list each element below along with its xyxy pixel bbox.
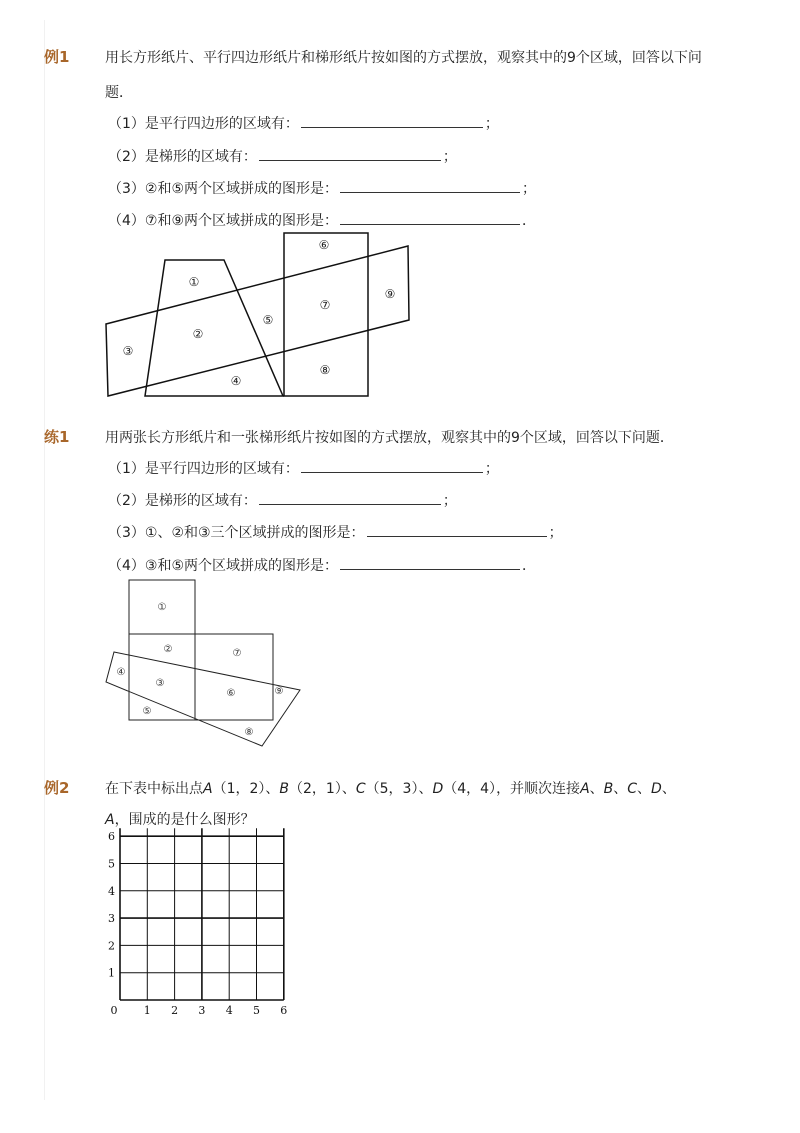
region-label-1: ① <box>188 275 200 289</box>
question-end: ； <box>548 525 563 541</box>
stem-text: ，围成的是什么图形？ <box>114 812 255 828</box>
connect-D: D <box>651 781 662 797</box>
region-label-8: ⑧ <box>244 727 254 738</box>
question-end: ； <box>442 149 457 165</box>
stem-text: ，并顺次连接 <box>496 781 581 797</box>
region-label-7: ⑦ <box>232 648 242 659</box>
separator: 、 <box>265 781 280 797</box>
region-label-4: ④ <box>230 374 242 388</box>
region-label-2: ② <box>163 644 173 655</box>
point-C-letter: C <box>355 781 366 797</box>
region-label-9: ⑨ <box>384 287 396 301</box>
separator: 、 <box>661 781 676 797</box>
region-label-9: ⑨ <box>274 686 284 697</box>
region-label-3: ③ <box>155 678 165 689</box>
point-D-coords: （4，4） <box>443 781 497 797</box>
separator: 、 <box>418 781 433 797</box>
question-text: （1）是平行四边形的区域有： <box>108 461 299 477</box>
question-end: ； <box>484 461 499 477</box>
question-text: （1）是平行四边形的区域有： <box>108 116 299 132</box>
question-end: ； <box>484 116 499 132</box>
example-1-label: 例1 <box>44 48 70 66</box>
question-text: （4）③和⑤两个区域拼成的图形是： <box>108 558 339 574</box>
question-text: （4）⑦和⑨两个区域拼成的图形是： <box>108 213 339 229</box>
example-1-stem-line2: 题． <box>105 85 133 101</box>
y-tick-label: 5 <box>108 857 115 871</box>
region-label-1: ① <box>157 602 167 613</box>
region-label-7: ⑦ <box>319 298 331 312</box>
y-tick-label: 6 <box>108 830 115 844</box>
point-A-letter: A <box>203 781 213 797</box>
point-D-letter: D <box>432 781 444 797</box>
separator: 、 <box>613 781 628 797</box>
x-tick-label: 3 <box>198 1004 206 1017</box>
question-text: （2）是梯形的区域有： <box>108 493 257 509</box>
region-label-8: ⑧ <box>319 363 331 377</box>
point-B-letter: B <box>279 781 290 797</box>
connect-B: B <box>603 781 614 797</box>
question-end: ． <box>522 213 537 229</box>
connect-A: A <box>580 781 590 797</box>
example-2-label: 例2 <box>44 779 70 797</box>
example-1-stem-line1: 用长方形纸片、平行四边形纸片和梯形纸片按如图的方式摆放，观察其中的9个区域，回答以下问 <box>105 50 702 66</box>
region-label-5: ⑤ <box>262 313 274 327</box>
region-label-4: ④ <box>116 667 126 678</box>
y-tick-label: 4 <box>108 884 115 898</box>
region-label-6: ⑥ <box>318 238 330 252</box>
point-C-coords: （5，3） <box>365 781 419 797</box>
connect-A-end: A <box>105 812 115 828</box>
separator: 、 <box>589 781 604 797</box>
x-tick-label: 6 <box>280 1004 288 1017</box>
connect-C: C <box>627 781 638 797</box>
region-label-6: ⑥ <box>226 688 236 699</box>
question-end: ． <box>522 558 537 574</box>
question-text: （3）①、②和③三个区域拼成的图形是： <box>108 525 365 541</box>
stem-text: 在下表中标出点 <box>105 781 203 797</box>
x-tick-label: 5 <box>253 1004 260 1017</box>
question-text: （3）②和⑤两个区域拼成的图形是： <box>108 181 339 197</box>
question-text: （2）是梯形的区域有： <box>108 149 257 165</box>
question-end: ； <box>522 181 537 197</box>
region-label-3: ③ <box>122 344 134 358</box>
practice-1-label: 练1 <box>44 428 70 446</box>
point-B-coords: （2，1） <box>289 781 342 797</box>
y-tick-label: 2 <box>108 939 115 953</box>
region-label-2: ② <box>192 327 204 341</box>
question-end: ； <box>442 493 457 509</box>
point-A-coords: （1，2） <box>212 781 266 797</box>
y-tick-label: 3 <box>108 912 115 926</box>
region-label-5: ⑤ <box>142 706 152 717</box>
separator: 、 <box>637 781 652 797</box>
x-tick-label: 2 <box>171 1004 179 1017</box>
practice-1-stem: 用两张长方形纸片和一张梯形纸片按如图的方式摆放，观察其中的9个区域，回答以下问题． <box>105 430 674 446</box>
separator: 、 <box>341 781 356 797</box>
y-tick-label: 1 <box>108 966 115 980</box>
x-tick-label: 1 <box>143 1004 151 1017</box>
x-tick-label: 4 <box>225 1004 233 1017</box>
x-tick-label: 0 <box>110 1004 118 1017</box>
